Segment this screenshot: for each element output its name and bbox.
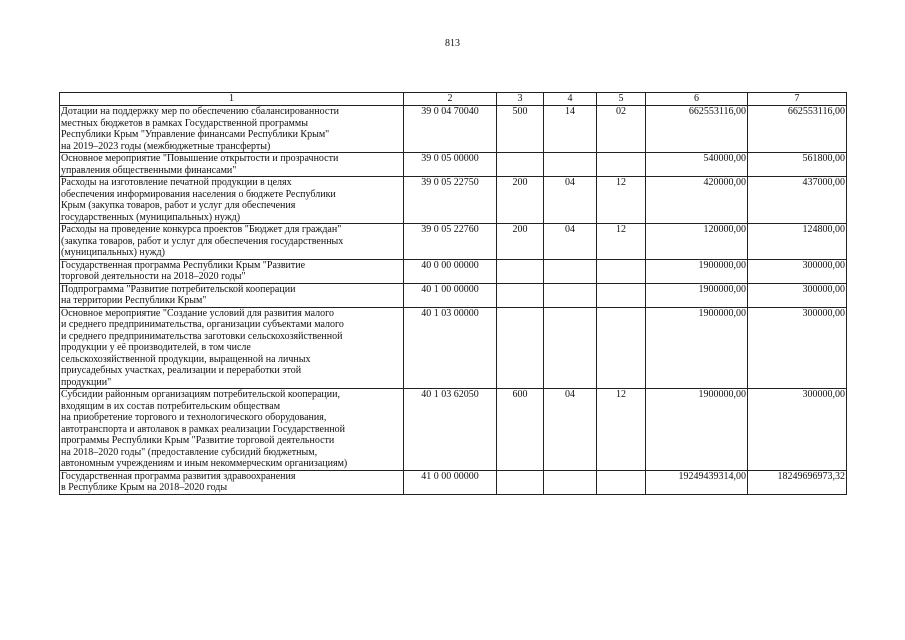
row-vr xyxy=(497,307,544,389)
row-rz: 04 xyxy=(544,177,597,224)
row-name: Субсидии районным организациям потребительской кооперации, входящим в их состав потребительским обществам на приобретение торгового и технологического оборудования, автотранспорта и автолавок в рамках реализации Государственной программы Республики Крым "Развитие торговой деятельности на 2018–2020 годы" (предоставление субсидий бюджетным, автономным учреждениям и иным некоммерческим организациям) xyxy=(60,389,404,471)
header-cell: 4 xyxy=(544,93,597,106)
row-rz xyxy=(544,307,597,389)
header-cell: 3 xyxy=(497,93,544,106)
row-amount-1: 1900000,00 xyxy=(646,259,748,283)
row-vr: 600 xyxy=(497,389,544,471)
row-name: Подпрограмма "Развитие потребительской кооперации на территории Республики Крым" xyxy=(60,283,404,307)
header-cell: 2 xyxy=(404,93,497,106)
row-amount-2: 300000,00 xyxy=(748,283,847,307)
header-cell: 6 xyxy=(646,93,748,106)
row-rz xyxy=(544,470,597,494)
row-code: 39 0 04 70040 xyxy=(404,106,497,153)
row-amount-1: 662553116,00 xyxy=(646,106,748,153)
row-vr: 500 xyxy=(497,106,544,153)
row-amount-1: 1900000,00 xyxy=(646,283,748,307)
row-amount-2: 437000,00 xyxy=(748,177,847,224)
row-amount-2: 18249696973,32 xyxy=(748,470,847,494)
row-vr xyxy=(497,153,544,177)
row-vr: 200 xyxy=(497,177,544,224)
row-pr: 12 xyxy=(597,177,646,224)
row-vr: 200 xyxy=(497,224,544,260)
budget-table xyxy=(59,92,847,495)
row-pr: 12 xyxy=(597,224,646,260)
row-amount-1: 120000,00 xyxy=(646,224,748,260)
row-vr xyxy=(497,470,544,494)
row-name: Государственная программа Республики Крым "Развитие торговой деятельности на 2018–2020 годы" xyxy=(60,259,404,283)
table-row xyxy=(60,106,847,153)
row-name: Основное мероприятие "Повышение открытости и прозрачности управления общественными финансами" xyxy=(60,153,404,177)
table-row xyxy=(60,177,847,224)
row-amount-2: 124800,00 xyxy=(748,224,847,260)
row-pr: 02 xyxy=(597,106,646,153)
row-pr: 12 xyxy=(597,389,646,471)
row-rz xyxy=(544,259,597,283)
row-pr xyxy=(597,307,646,389)
row-amount-1: 1900000,00 xyxy=(646,307,748,389)
row-name: Государственная программа развития здравоохранения в Республике Крым на 2018–2020 годы xyxy=(60,470,404,494)
row-amount-2: 300000,00 xyxy=(748,389,847,471)
row-pr xyxy=(597,283,646,307)
table-row xyxy=(60,283,847,307)
table-row xyxy=(60,307,847,389)
row-amount-2: 662553116,00 xyxy=(748,106,847,153)
row-code: 40 1 00 00000 xyxy=(404,283,497,307)
row-name: Основное мероприятие "Создание условий для развития малого и среднего предпринимательства, организации субъектами малого и среднего предпринимательства заготовки сельскохозяйственной продукции у её производителей, в том числе сельскохозяйственной продукции, выращенной на личных приусадебных участках, реализации и переработки этой продукции" xyxy=(60,307,404,389)
row-code: 40 0 00 00000 xyxy=(404,259,497,283)
row-code: 40 1 03 00000 xyxy=(404,307,497,389)
row-code: 40 1 03 62050 xyxy=(404,389,497,471)
row-code: 39 0 05 22750 xyxy=(404,177,497,224)
row-pr xyxy=(597,153,646,177)
table-row xyxy=(60,470,847,494)
row-name: Расходы на изготовление печатной продукции в целях обеспечения информирования населения о бюджете Республики Крым (закупка товаров, работ и услуг для обеспечения государственных (муниципальных) нужд) xyxy=(60,177,404,224)
row-amount-1: 420000,00 xyxy=(646,177,748,224)
row-amount-2: 561800,00 xyxy=(748,153,847,177)
row-vr xyxy=(497,259,544,283)
row-rz xyxy=(544,283,597,307)
row-name: Дотации на поддержку мер по обеспечению сбалансированности местных бюджетов в рамках Государственной программы Республики Крым "Управление финансами Республики Крым" на 2019–2023 годы (межбюджетные трансферты) xyxy=(60,106,404,153)
row-rz: 14 xyxy=(544,106,597,153)
row-vr xyxy=(497,283,544,307)
row-amount-1: 1900000,00 xyxy=(646,389,748,471)
row-rz xyxy=(544,153,597,177)
row-rz: 04 xyxy=(544,389,597,471)
row-code: 39 0 05 00000 xyxy=(404,153,497,177)
row-pr xyxy=(597,470,646,494)
header-cell: 1 xyxy=(60,93,404,106)
row-amount-1: 540000,00 xyxy=(646,153,748,177)
table-row xyxy=(60,259,847,283)
page-number: 813 xyxy=(445,38,460,49)
row-code: 41 0 00 00000 xyxy=(404,470,497,494)
header-cell: 5 xyxy=(597,93,646,106)
header-row xyxy=(60,93,847,106)
row-amount-1: 19249439314,00 xyxy=(646,470,748,494)
table-row xyxy=(60,389,847,471)
row-amount-2: 300000,00 xyxy=(748,259,847,283)
table-row xyxy=(60,153,847,177)
row-amount-2: 300000,00 xyxy=(748,307,847,389)
table-row xyxy=(60,224,847,260)
row-pr xyxy=(597,259,646,283)
header-cell: 7 xyxy=(748,93,847,106)
row-name: Расходы на проведение конкурса проектов "Бюджет для граждан" (закупка товаров, работ и услуг для обеспечения государственных (муниципальных) нужд) xyxy=(60,224,404,260)
row-rz: 04 xyxy=(544,224,597,260)
row-code: 39 0 05 22760 xyxy=(404,224,497,260)
